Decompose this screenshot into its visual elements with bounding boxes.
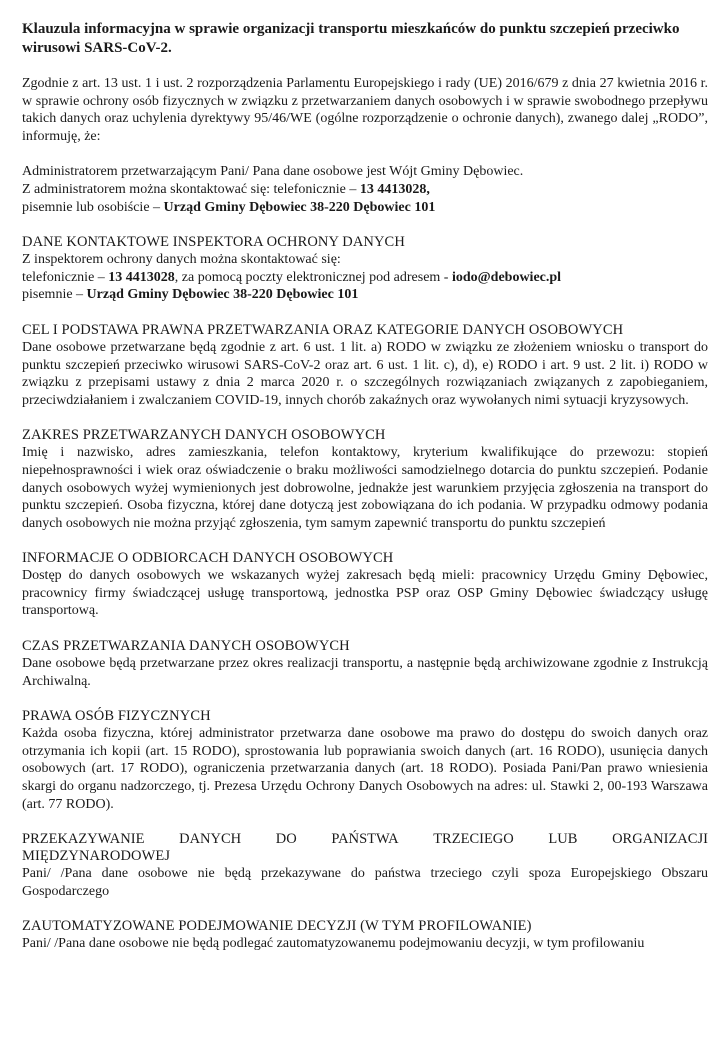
recipients-section: [22, 550, 708, 620]
legal-basis-heading: CEL I PODSTAWA PRAWNA PRZETWARZANIA ORAZ KATEGORIE DANYCH OSOBOWYCH: [22, 321, 624, 338]
retention-section: [22, 638, 708, 690]
retention-heading: CZAS PRZETWARZANIA DANYCH OSOBOWYCH: [22, 638, 350, 655]
document-title: Klauzula informacyjna w sprawie organizacji transportu mieszkańców do punktu szczepień przeciwko wirusowi SARS-CoV-2.: [22, 21, 680, 56]
iod-address-label: pisemnie –: [22, 287, 87, 303]
administrator-section: [22, 163, 708, 216]
iod-section: [22, 234, 708, 304]
admin-line-2: [22, 181, 708, 199]
iod-email: iodo@debowiec.pl: [451, 269, 562, 285]
transfer-heading-word: PAŃSTWA: [331, 831, 399, 848]
admin-line-3: [22, 199, 708, 217]
intro-paragraph: Zgodnie z art. 13 ust. 1 i ust. 2 rozporządzenia Parlamentu Europejskiego i rady (UE) 2016/679 z dnia 27 kwietnia 2016 r. w sprawie ochrony osób fizycznych w związku z przetwarzaniem danych osobowych i w sprawie swobodnego przepływu takich danych oraz uchylenia dyrektywy 95/46/WE (ogólne rozporządzenie o ochronie danych), zwanego dalej „RODO”, informuję, że:: [22, 76, 708, 144]
iod-phone: 13 4413028: [108, 269, 175, 285]
automated-decisions-heading: ZAUTOMATYZOWANE PODEJMOWANIE DECYZJI (W TYM PROFILOWANIE): [22, 918, 532, 935]
transfer-heading-word: LUB: [548, 831, 578, 848]
transfer-section: [22, 831, 708, 900]
iod-line-1: Z inspektorem ochrony danych można skontaktować się:: [22, 252, 341, 268]
iod-email-label: , za pomocą poczty elektronicznej pod adresem -: [174, 269, 452, 285]
iod-heading: DANE KONTAKTOWE INSPEKTORA OCHRONY DANYCH: [22, 234, 405, 251]
intro-section: [22, 75, 708, 145]
automated-decisions-body: Pani/ /Pana dane osobowe nie będą podlegać zautomatyzowanemu podejmowaniu decyzji, w tym profilowaniu: [22, 936, 645, 952]
automated-decisions-section: [22, 918, 708, 953]
transfer-heading-word: DO: [275, 831, 297, 848]
iod-phone-label: telefonicznie –: [22, 269, 109, 285]
legal-basis-section: [22, 322, 708, 409]
data-scope-heading: ZAKRES PRZETWARZANYCH DANYCH OSOBOWYCH: [22, 427, 386, 444]
transfer-heading-line-2: MIĘDZYNARODOWEJ: [22, 848, 171, 865]
admin-phone-label: Z administratorem można skontaktować się: telefonicznie –: [22, 181, 360, 197]
transfer-heading-word: TRZECIEGO: [433, 831, 514, 848]
rights-heading: PRAWA OSÓB FIZYCZNYCH: [22, 708, 211, 725]
recipients-body: Dostęp do danych osobowych we wskazanych wyżej zakresach będą mieli: pracownicy Urzędu Gminy Dębowiec, pracownicy firmy świadczącej usługę transportową, jednostka PSP oraz OSP Gminy Dębowiec świadczący usługę transportową.: [22, 568, 708, 619]
data-scope-body: Imię i nazwisko, adres zamieszkania, telefon kontaktowy, kryterium kwalifikujące do przewozu: stopień niepełnosprawności i wiek oraz oświadczenie o braku możliwości samodzielnego dotarcia do punktu szczepień. Podanie danych osobowych wyżej wymienionych jest dobrowolne, jednakże jest warunkiem przyjęcia zgłoszenia na transport do punktu szczepień. Osoba fizyczna, której dane dotyczą jest zobowiązana do ich podania. W przypadku odmowy podania danych osobowych nie można przyjąć zgłoszenia, tym samym zapewnić transportu do punktu szczepień: [22, 445, 708, 531]
transfer-heading: [22, 831, 708, 848]
transfer-heading-word: PRZEKAZYWANIE: [22, 831, 145, 848]
data-scope-section: [22, 427, 708, 532]
rights-body: Każda osoba fizyczna, której administrator przetwarza dane osobowe ma prawo do dostępu do swoich danych oraz otrzymania ich kopii (art. 15 RODO), sprostowania lub poprawiania swoich danych (art. 16 RODO), usunięcia danych osobowych (art. 17 RODO), ograniczenia przetwarzania danych (art. 18 RODO). Posiada Pani/Pan prawo wniesienia skargi do organu nadzorczego, tj. Prezesa Urzędu Ochrony Danych Osobowych na adres: ul. Stawki 2, 00-193 Warszawa (art. 77 RODO).: [22, 726, 708, 812]
transfer-heading-word: ORGANIZACJI: [612, 831, 708, 848]
admin-phone: 13 4413028,: [359, 181, 430, 197]
legal-basis-body: Dane osobowe przetwarzane będą zgodnie z art. 6 ust. 1 lit. a) RODO w związku ze złożeniem wniosku o transport do punktu szczepień przeciwko wirusowi SARS-CoV-2 oraz art. 6 ust. 1 lit. c), d), e) RODO i art. 9 ust. 2 lit. i) RODO w związku z przepisami ustawy z dnia 2 marca 2020 r. o szczególnych rozwiązaniach związanych z zapobieganiem, przeciwdziałaniem i zwalczaniem COVID-19, innych chorób zakaźnych oraz wywołanych nimi sytuacji kryzysowych.: [22, 339, 708, 408]
transfer-body: Pani/ /Pana dane osobowe nie będą przekazywane do państwa trzeciego czyli spoza Europejskiego Obszaru Gospodarczego: [22, 866, 708, 899]
iod-line-2: [22, 269, 708, 287]
admin-address-label: pisemnie lub osobiście –: [22, 199, 164, 215]
admin-address: Urząd Gminy Dębowiec 38-220 Dębowiec 101: [163, 199, 436, 215]
iod-address: Urząd Gminy Dębowiec 38-220 Dębowiec 101: [86, 287, 359, 303]
recipients-heading: INFORMACJE O ODBIORCACH DANYCH OSOBOWYCH: [22, 550, 394, 567]
rights-section: [22, 708, 708, 813]
admin-line-1: Administratorem przetwarzającym Pani/ Pana dane osobowe jest Wójt Gminy Dębowiec.: [22, 164, 524, 180]
retention-body: Dane osobowe będą przetwarzane przez okres realizacji transportu, a następnie będą archiwizowane zgodnie z Instrukcją Archiwalną.: [22, 656, 708, 689]
transfer-heading-word: DANYCH: [179, 831, 242, 848]
iod-line-3: [22, 286, 708, 304]
